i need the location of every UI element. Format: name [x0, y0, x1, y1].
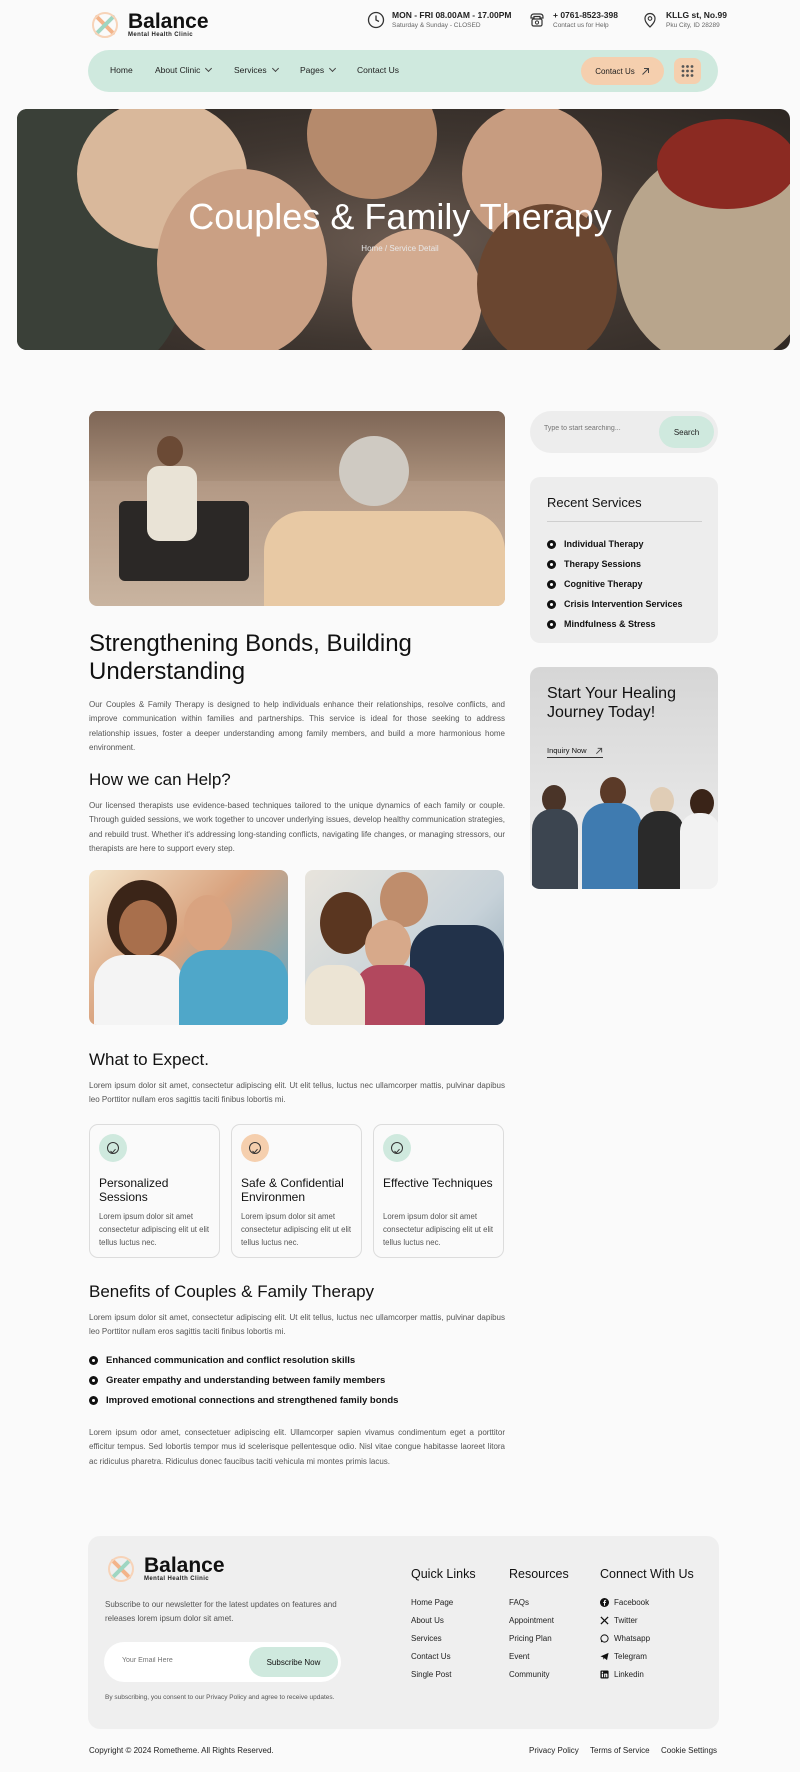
newsletter-text: Subscribe to our newsletter for the latest updates on features and releases lorem ipsum dolor sit amet.	[105, 1600, 337, 1623]
brand-logo[interactable]	[88, 8, 218, 42]
expect-heading: What to Expect.	[89, 1050, 209, 1069]
footer-link-home-page[interactable]: Home Page	[411, 1598, 454, 1607]
phone-icon	[528, 11, 546, 29]
benefit-item: Enhanced communication and conflict resolution skills	[89, 1355, 355, 1366]
footer	[88, 1536, 719, 1729]
therapy-session-image	[89, 411, 505, 606]
benefit-item: Improved emotional connections and strengthened family bonds	[89, 1395, 398, 1406]
bullet-icon	[89, 1396, 98, 1405]
twitter-x-icon	[600, 1616, 609, 1625]
brand-name: Balance	[144, 1554, 225, 1577]
bullet-icon	[547, 560, 556, 569]
main-heading: Strengthening Bonds, Building Understanding	[89, 630, 412, 685]
recent-service-mindfulness[interactable]: Mindfulness & Stress	[547, 619, 656, 629]
breadcrumb: Home / Service Detail	[361, 244, 439, 253]
footer-link-single-post[interactable]: Single Post	[411, 1670, 452, 1679]
connect-title: Connect With Us	[600, 1567, 694, 1581]
brand-tagline: Mental Health Clinic	[128, 32, 194, 38]
phone-info[interactable]	[528, 10, 618, 31]
consent-text: By subscribing, you consent to our Privacy Policy and agree to receive updates.	[105, 1694, 335, 1701]
family-photo	[305, 870, 504, 1025]
nav-services[interactable]: Services	[234, 65, 278, 75]
email-input[interactable]	[122, 1657, 232, 1664]
couple-photo	[89, 870, 288, 1025]
inquiry-now-link[interactable]: Inquiry Now	[547, 746, 603, 758]
expect-paragraph: Lorem ipsum dolor sit amet, consectetur adipiscing elit. Ut elit tellus, luctus nec ullamcorper mattis, pulvinar dapibus leo Porttitor nullam eros sagittis taciti finibus lobortis mi.	[89, 1081, 505, 1105]
footer-link-about-us[interactable]: About Us	[411, 1616, 444, 1625]
hours-subtitle: Saturday & Sunday - CLOSED	[392, 22, 481, 29]
bullet-icon	[547, 620, 556, 629]
breadcrumb-home[interactable]: Home	[361, 244, 383, 253]
grid-icon	[674, 58, 701, 84]
address-line: KLLG st, No.99	[666, 10, 727, 20]
recent-service-therapy-sessions[interactable]: Therapy Sessions	[547, 559, 641, 569]
chevron-down-icon	[205, 65, 212, 72]
recent-service-crisis-intervention[interactable]: Crisis Intervention Services	[547, 599, 683, 609]
card-title: Safe & Confidential Environmen	[241, 1176, 344, 1204]
brand-tagline: Mental Health Clinic	[144, 1576, 210, 1582]
chevron-down-icon	[272, 65, 279, 72]
nav-pages[interactable]: Pages	[300, 65, 335, 75]
telegram-icon	[600, 1652, 609, 1661]
copyright: Copyright © 2024 Rometheme. All Rights Reserved.	[89, 1746, 274, 1755]
arrow-up-right-icon	[595, 747, 603, 755]
footer-link-community[interactable]: Community	[509, 1670, 550, 1679]
terms-of-service-link[interactable]: Terms of Service	[590, 1746, 650, 1755]
help-heading: How we can Help?	[89, 770, 231, 789]
check-circle-icon	[241, 1134, 269, 1162]
healing-journey-promo	[530, 667, 718, 889]
linkedin-icon	[600, 1670, 609, 1679]
location-icon	[641, 11, 659, 29]
chevron-down-icon	[329, 65, 336, 72]
closing-paragraph: Lorem ipsum odor amet, consectetuer adipiscing elit. Ullamcorper sapien vivamus condimentum eget a porttitor efficitur tempus. Sed lobortis tempor mus id scelerisque pellentesque odio. Nisl vitae congue habitasse laoreet litora ac ridiculus pharetra. Ridiculus donec faucibus taciti vehicula mi montes primis lacus.	[89, 1428, 505, 1466]
card-title: Effective Techniques	[383, 1176, 493, 1190]
privacy-policy-link[interactable]: Privacy Policy	[529, 1746, 579, 1755]
nav-home[interactable]: Home	[110, 65, 133, 75]
menu-grid-button[interactable]	[674, 58, 701, 84]
feature-card-effective	[373, 1124, 504, 1258]
cookie-settings-link[interactable]: Cookie Settings	[661, 1746, 718, 1755]
bullet-icon	[547, 540, 556, 549]
footer-link-event[interactable]: Event	[509, 1652, 530, 1661]
facebook-icon	[600, 1598, 609, 1607]
help-paragraph: Our licensed therapists use evidence-based techniques tailored to the unique dynamics of each family or couple. Through guided sessions, we work together to uncover underlying issues, develop healthy communication strategies, and rebuild trust. Whether it's addressing long-standing conflicts, navigating life changes, or managing stressors, our therapists are here to support every step.	[89, 801, 505, 853]
social-telegram[interactable]: Telegram	[600, 1652, 647, 1661]
card-text: Lorem ipsum dolor sit amet consectetur adipiscing elit ut elit tellus luctus nec.	[241, 1212, 352, 1247]
card-text: Lorem ipsum dolor sit amet consectetur adipiscing elit ut elit tellus luctus nec.	[99, 1212, 210, 1247]
intro-paragraph: Our Couples & Family Therapy is designed to help individuals enhance their relationships, resolve conflicts, and improve communication within families and partnerships. This service is ideal for those seeking to address relationship issues, foster a deeper understanding among family members, and build a more harmonious home environment.	[89, 700, 505, 752]
promo-title: Start Your Healing Journey Today!	[547, 685, 676, 721]
footer-link-pricing-plan[interactable]: Pricing Plan	[509, 1634, 552, 1643]
nav-about-clinic[interactable]: About Clinic	[155, 65, 211, 75]
whatsapp-icon	[600, 1634, 609, 1643]
benefits-heading: Benefits of Couples & Family Therapy	[89, 1282, 375, 1301]
recent-services-panel	[530, 477, 718, 643]
opening-hours	[367, 10, 512, 31]
search-button[interactable]: Search	[659, 416, 714, 448]
card-title: Personalized Sessions	[99, 1176, 169, 1204]
social-twitter[interactable]: Twitter	[600, 1616, 638, 1625]
check-circle-icon	[99, 1134, 127, 1162]
recent-services-title: Recent Services	[547, 495, 642, 510]
hours-title: MON - FRI 08.00AM - 17.00PM	[392, 10, 512, 20]
address-info	[641, 10, 727, 31]
phone-number: + 0761-8523-398	[553, 10, 618, 20]
bullet-icon	[547, 580, 556, 589]
breadcrumb-current: Service Detail	[389, 244, 439, 253]
search-box	[530, 411, 718, 453]
check-circle-icon	[383, 1134, 411, 1162]
feature-card-safe	[231, 1124, 362, 1258]
contact-us-button[interactable]: Contact Us	[581, 57, 664, 85]
address-city: Pku City, ID 28289	[666, 22, 720, 29]
logo-icon	[104, 1552, 138, 1586]
benefit-item: Greater empathy and understanding between family members	[89, 1375, 385, 1386]
newsletter-form	[104, 1642, 341, 1682]
footer-link-faqs[interactable]: FAQs	[509, 1598, 530, 1607]
arrow-up-right-icon	[641, 67, 650, 76]
social-linkedin[interactable]: Linkedin	[600, 1670, 644, 1679]
logo-icon	[88, 8, 122, 42]
subscribe-button[interactable]: Subscribe Now	[249, 1647, 338, 1677]
bullet-icon	[547, 600, 556, 609]
footer-link-contact-us[interactable]: Contact Us	[411, 1652, 451, 1661]
footer-link-services[interactable]: Services	[411, 1634, 442, 1643]
recent-service-individual-therapy[interactable]: Individual Therapy	[547, 539, 644, 549]
quick-links-title: Quick Links	[411, 1567, 476, 1581]
clock-icon	[367, 11, 385, 29]
brand-name: Balance	[128, 10, 209, 33]
bullet-icon	[89, 1376, 98, 1385]
social-facebook[interactable]: Facebook	[600, 1598, 649, 1607]
hero-title: Couples & Family Therapy	[188, 196, 612, 237]
benefits-paragraph: Lorem ipsum dolor sit amet, consectetur adipiscing elit. Ut elit tellus, luctus nec ullamcorper mattis, pulvinar dapibus leo Porttitor nullam eros sagittis taciti finibus lobortis mi.	[89, 1313, 505, 1337]
feature-card-personalized	[89, 1124, 220, 1258]
social-whatsapp[interactable]: Whatsapp	[600, 1634, 650, 1643]
footer-logo[interactable]	[104, 1552, 225, 1586]
search-input[interactable]	[544, 425, 654, 432]
recent-service-cognitive-therapy[interactable]: Cognitive Therapy	[547, 579, 643, 589]
card-text: Lorem ipsum dolor sit amet consectetur adipiscing elit ut elit tellus luctus nec.	[383, 1212, 494, 1247]
bullet-icon	[89, 1356, 98, 1365]
nav-contact-us[interactable]: Contact Us	[357, 65, 400, 75]
resources-title: Resources	[509, 1567, 569, 1581]
footer-link-appointment[interactable]: Appointment	[509, 1616, 554, 1625]
phone-subtitle: Contact us for Help	[553, 22, 609, 29]
divider	[547, 521, 702, 522]
